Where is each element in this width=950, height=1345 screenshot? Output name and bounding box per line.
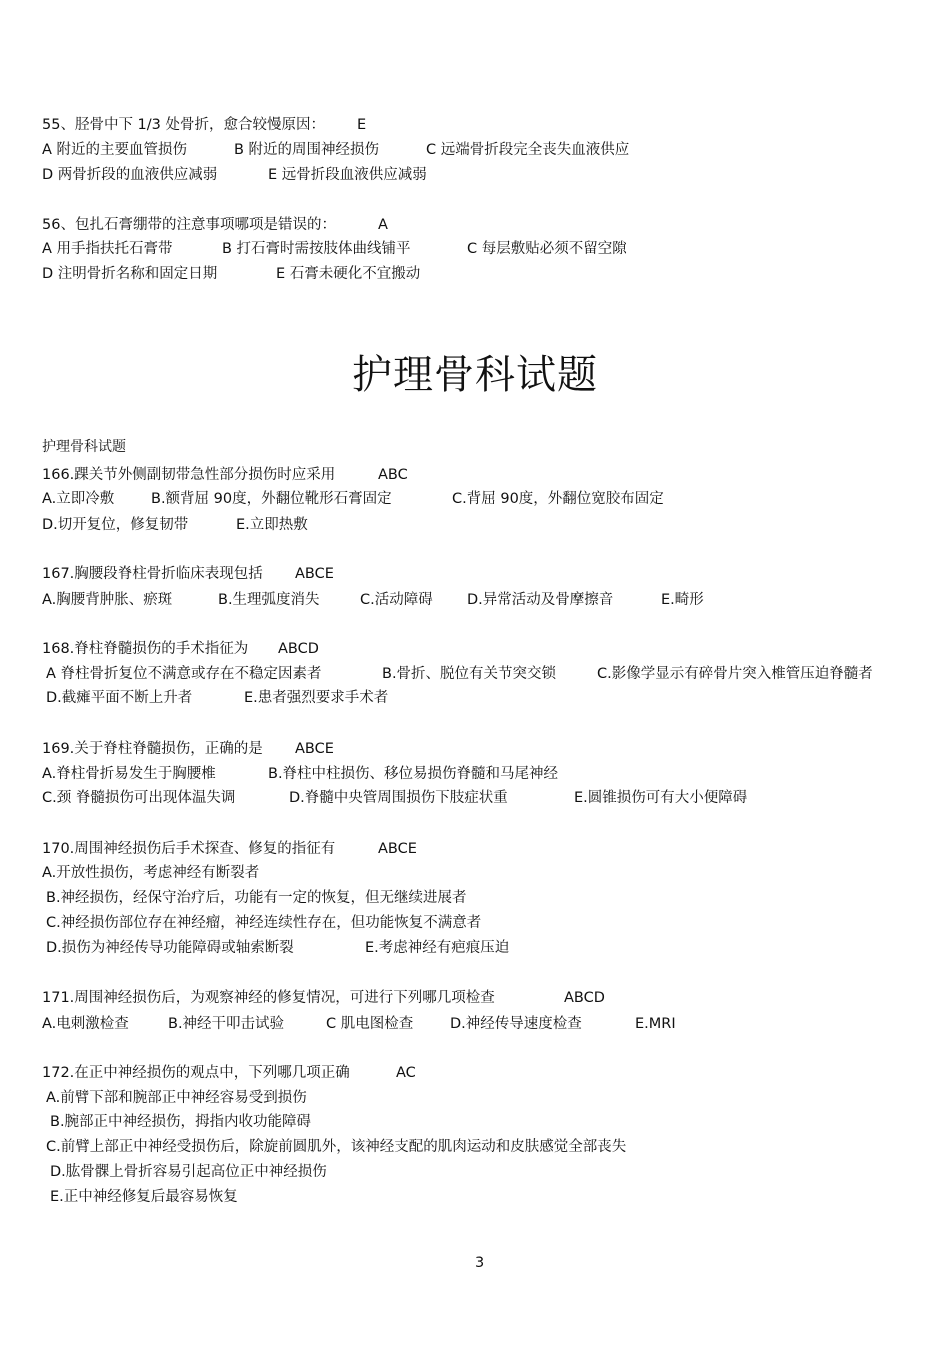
q170-option-e: E.考虑神经有疤痕压迫: [365, 940, 510, 956]
q169-option-a: A.脊柱骨折易发生于胸腰椎: [42, 766, 216, 782]
q172-answer: AC: [396, 1065, 416, 1081]
q170-option-d: D.损伤为神经传导功能障碍或轴索断裂: [46, 940, 294, 956]
q172-option-a: A.前臂下部和腕部正中神经容易受到损伤: [46, 1090, 307, 1106]
page-title: 护理骨科试题: [352, 352, 598, 398]
q56-option-b: B 打石膏时需按肢体曲线铺平: [222, 241, 411, 257]
q166-option-a: A.立即冷敷: [42, 491, 115, 507]
q170-option-c: C.神经损伤部位存在神经瘤，神经连续性存在，但功能恢复不满意者: [46, 915, 482, 931]
q56-stem: 56、包扎石膏绷带的注意事项哪项是错误的：: [42, 217, 336, 233]
q56-option-c: C 每层敷贴必须不留空隙: [467, 241, 627, 257]
q168-option-a: A 脊柱骨折复位不满意或存在不稳定因素者: [46, 666, 322, 682]
q166-option-c: C.背屈 90度，外翻位宽胶布固定: [452, 491, 664, 507]
q55-answer: E: [357, 117, 367, 133]
q170-option-a: A.开放性损伤，考虑神经有断裂者: [42, 865, 260, 881]
q171-option-b: B.神经干叩击试验: [168, 1016, 285, 1032]
q56-answer: A: [378, 217, 388, 233]
q168-answer: ABCD: [278, 641, 319, 657]
q171-stem: 171.周围神经损伤后，为观察神经的修复情况，可进行下列哪几项检查: [42, 990, 495, 1006]
q168-option-b: B.骨折、脱位有关节突交锁: [382, 666, 557, 682]
q166-answer: ABC: [378, 467, 408, 483]
q170-stem: 170.周围神经损伤后手术探查、修复的指征有: [42, 841, 336, 857]
q56-option-d: D 注明骨折名称和固定日期: [42, 266, 218, 282]
q172-option-d: D.肱骨髁上骨折容易引起高位正中神经损伤: [50, 1164, 327, 1180]
q166-stem: 166.踝关节外侧副韧带急性部分损伤时应采用: [42, 467, 336, 483]
q55-option-b: B 附近的周围神经损伤: [234, 142, 380, 158]
q55-option-c: C 远端骨折段完全丧失血液供应: [426, 142, 630, 158]
q172-stem: 172.在正中神经损伤的观点中，下列哪几项正确: [42, 1065, 350, 1081]
q168-option-c: C.影像学显示有碎骨片突入椎管压迫脊髓者: [597, 666, 873, 682]
q167-option-b: B.生理弧度消失: [218, 592, 320, 608]
q55-option-e: E 远骨折段血液供应减弱: [268, 167, 427, 183]
q168-stem: 168.脊柱脊髓损伤的手术指征为: [42, 641, 249, 657]
q170-answer: ABCE: [378, 841, 417, 857]
q167-answer: ABCE: [295, 566, 334, 582]
q55-option-a: A 附近的主要血管损伤: [42, 142, 188, 158]
section-subtitle: 护理骨科试题: [42, 439, 126, 455]
q172-option-b: B.腕部正中神经损伤，拇指内收功能障碍: [50, 1114, 312, 1130]
q55-stem: 55、胫骨中下 1/3 处骨折，愈合较慢原因：: [42, 117, 326, 133]
q169-option-c: C.颈 脊髓损伤可出现体温失调: [42, 790, 236, 806]
q172-option-e: E.正中神经修复后最容易恢复: [50, 1189, 238, 1205]
q166-option-e: E.立即热敷: [236, 517, 308, 533]
q167-option-a: A.胸腰背肿胀、瘀斑: [42, 592, 173, 608]
q56-option-e: E 石膏未硬化不宜搬动: [276, 266, 421, 282]
q172-option-c: C.前臂上部正中神经受损伤后，除旋前圆肌外，该神经支配的肌肉运动和皮肤感觉全部丧失: [46, 1139, 627, 1155]
q167-option-c: C.活动障碍: [360, 592, 433, 608]
q166-option-d: D.切开复位，修复韧带: [42, 517, 189, 533]
q56-option-a: A 用手指扶托石膏带: [42, 241, 173, 257]
q169-answer: ABCE: [295, 741, 334, 757]
q169-option-e: E.圆锥损伤可有大小便障碍: [574, 790, 748, 806]
q168-option-e: E.患者强烈要求手术者: [244, 690, 389, 706]
q171-answer: ABCD: [564, 990, 605, 1006]
q171-option-a: A.电刺激检查: [42, 1016, 129, 1032]
q168-option-d: D.截瘫平面不断上升者: [46, 690, 193, 706]
q167-stem: 167.胸腰段脊柱骨折临床表现包括: [42, 566, 263, 582]
q166-option-b: B.额背屈 90度，外翻位靴形石膏固定: [151, 491, 392, 507]
page-number: 3: [475, 1255, 485, 1271]
q55-option-d: D 两骨折段的血液供应减弱: [42, 167, 218, 183]
q169-stem: 169.关于脊柱脊髓损伤，正确的是: [42, 741, 263, 757]
q171-option-e: E.MRI: [635, 1016, 676, 1032]
q167-option-e: E.畸形: [661, 592, 704, 608]
q170-option-b: B.神经损伤，经保守治疗后，功能有一定的恢复，但无继续进展者: [46, 890, 467, 906]
q171-option-c: C 肌电图检查: [326, 1016, 414, 1032]
q169-option-d: D.脊髓中央管周围损伤下肢症状重: [289, 790, 508, 806]
q169-option-b: B.脊柱中柱损伤、移位易损伤脊髓和马尾神经: [268, 766, 559, 782]
q167-option-d: D.异常活动及骨摩擦音: [467, 592, 614, 608]
q171-option-d: D.神经传导速度检查: [450, 1016, 582, 1032]
